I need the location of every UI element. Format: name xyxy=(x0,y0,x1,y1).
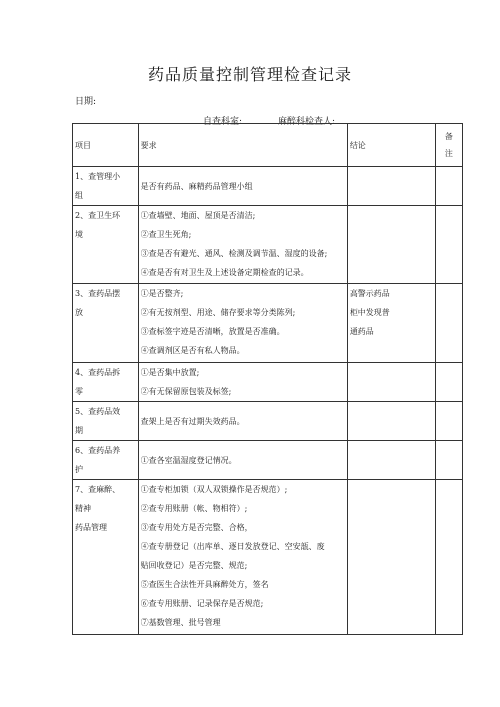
requirement-cell-line: ①是否集中放置; xyxy=(140,368,200,377)
page-title: 药品质量控制管理检查记录 xyxy=(147,65,352,84)
item-cell xyxy=(73,441,139,480)
table-row xyxy=(73,363,463,402)
date-label: 日期: xyxy=(75,97,97,107)
requirement-cell xyxy=(138,441,347,480)
requirement-cell-line: 查架上是否有过期失效药品。 xyxy=(140,416,245,426)
item-cell-line: 组 xyxy=(75,191,83,200)
header-remark xyxy=(435,124,462,167)
header-requirement: 要求 xyxy=(138,124,347,167)
remark-cell xyxy=(435,167,462,206)
requirement-cell-line: ②有无按剂型、用途、储存要求等分类陈列; xyxy=(140,308,296,317)
table-row xyxy=(73,167,463,206)
inspection-table xyxy=(72,123,463,635)
requirement-cell-line: ⑥查专用账册、记录保存是否规范; xyxy=(140,599,264,608)
requirement-cell-line: ⑤查医生合法性开具麻醉处方，签名 xyxy=(140,580,269,589)
item-cell-line: 7、查麻醉、 xyxy=(75,485,121,494)
conclusion-cell-line: 柜中发现普 xyxy=(349,308,390,317)
conclusion-cell-line: 通药品 xyxy=(349,327,374,336)
item-cell xyxy=(73,363,139,402)
requirement-cell-line: 贴回收登记）是否完整、规范; xyxy=(140,561,248,570)
item-cell-line: 1、查管理小 xyxy=(75,172,121,181)
table-row xyxy=(73,480,463,635)
requirement-cell xyxy=(138,480,347,635)
item-cell-line: 境 xyxy=(75,230,83,239)
conclusion-cell xyxy=(347,363,435,402)
requirement-cell xyxy=(138,363,347,402)
conclusion-cell xyxy=(347,480,435,635)
requirement-cell-line: ③查标签字迹是否清晰，放置是否准确。 xyxy=(140,327,285,336)
item-cell-line: 5、查药品效 xyxy=(75,407,121,416)
requirement-cell-line: ②查卫生死角; xyxy=(140,230,192,239)
requirement-cell xyxy=(138,167,347,206)
requirement-cell-line: ④查是否有对卫生及上述设备定期检查的记录。 xyxy=(140,268,309,277)
item-cell-line: 放 xyxy=(75,308,83,317)
requirement-cell xyxy=(138,284,347,363)
conclusion-cell xyxy=(347,441,435,480)
item-cell-line: 期 xyxy=(75,426,83,435)
requirement-cell-line: ④查调剂区是否有私人物品。 xyxy=(140,346,245,355)
remark-cell xyxy=(435,441,462,480)
item-cell xyxy=(73,402,139,441)
table-header-row xyxy=(73,124,463,167)
requirement-cell xyxy=(138,206,347,284)
requirement-cell-line: ③查是否有避光、通风、检测及调节温、湿度的设备; xyxy=(140,249,328,258)
requirement-cell-line: ①是否整齐; xyxy=(140,289,184,298)
remark-cell xyxy=(435,206,462,284)
conclusion-cell xyxy=(347,402,435,441)
conclusion-cell xyxy=(347,206,435,284)
conclusion-cell xyxy=(347,167,435,206)
item-cell-line: 6、查药品养 xyxy=(75,446,121,455)
item-cell xyxy=(73,480,139,635)
requirement-cell-line: ④查专册登记（出库单、逐日发放登记、空安瓿、废 xyxy=(140,542,325,551)
header-remark-line: 注 xyxy=(444,149,453,158)
table-row xyxy=(73,441,463,480)
remark-cell xyxy=(435,363,462,402)
requirement-cell-line: ①查专柜加锁（双人双锁操作是否规范）; xyxy=(140,485,288,494)
remark-cell xyxy=(435,402,462,441)
requirement-cell xyxy=(138,402,347,441)
conclusion-cell-line: 高警示药品 xyxy=(349,289,390,298)
requirement-cell-line: ⑦基数管理、批号管理 xyxy=(140,618,221,627)
remark-cell xyxy=(435,480,462,635)
remark-cell xyxy=(435,284,462,363)
item-cell xyxy=(73,284,139,363)
item-cell xyxy=(73,206,139,284)
table-row xyxy=(73,284,463,363)
requirement-cell-line: ②查专用账册（帐、物相符）; xyxy=(140,504,248,513)
item-cell-line: 护 xyxy=(75,465,83,474)
item-cell-line: 2、查卫生环 xyxy=(75,211,121,220)
requirement-cell-line: ②有无保留原包装及标签; xyxy=(140,387,232,396)
item-cell-line: 4、查药品拆 xyxy=(75,368,121,377)
requirement-cell-line: ③查专用处方是否完整、合格， xyxy=(140,523,253,532)
table-row xyxy=(73,206,463,284)
conclusion-cell xyxy=(347,284,435,363)
dept-label: 自查科室: xyxy=(203,117,243,127)
table-row xyxy=(73,402,463,441)
requirement-cell-line: 是否有药品、麻精药品管理小组 xyxy=(140,181,253,191)
requirement-cell-line: ①查各室温湿度登记情况。 xyxy=(140,455,237,465)
item-cell-line: 精神 xyxy=(75,504,91,513)
requirement-cell-line: ①查墙壁、地面、屋顶是否清洁; xyxy=(140,211,256,220)
item-cell-line: 零 xyxy=(75,387,83,396)
item-cell-line: 药品管理 xyxy=(75,523,107,532)
item-cell-line: 3、查药品摆 xyxy=(75,289,121,298)
header-item: 项目 xyxy=(73,124,139,167)
header-conclusion: 结论 xyxy=(347,124,435,167)
header-remark-line: 备 xyxy=(444,132,453,141)
inspector-label: 麻醉科检查人: xyxy=(278,117,336,127)
item-cell xyxy=(73,167,139,206)
